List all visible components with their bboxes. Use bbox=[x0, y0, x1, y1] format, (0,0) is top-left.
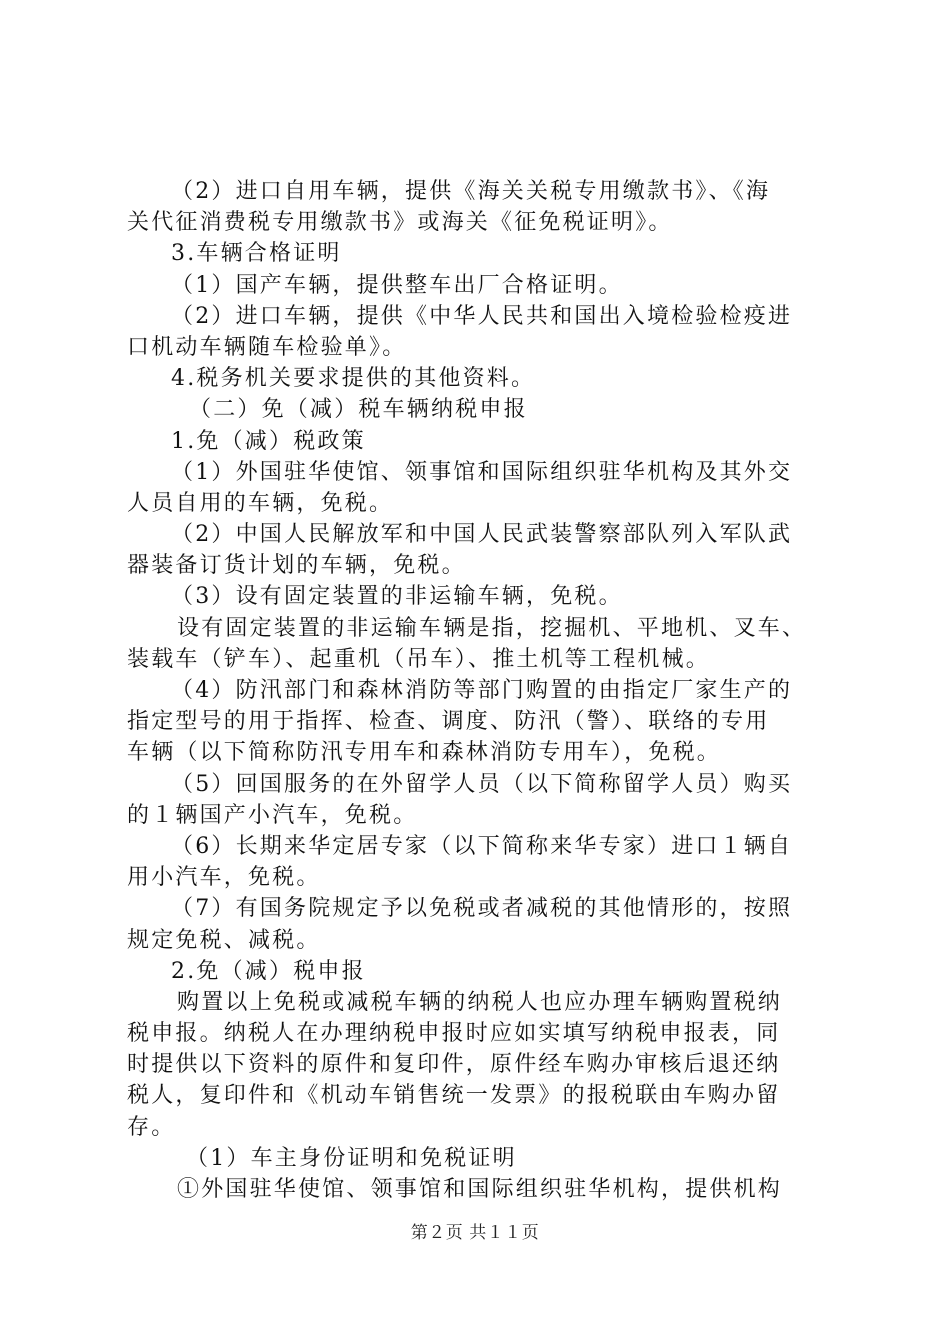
text-line: ①外国驻华使馆、领事馆和国际组织驻华机构，提供机构 bbox=[177, 1177, 783, 1202]
text-line: 车辆（以下简称防汛专用车和森林消防专用车），免税。 bbox=[127, 740, 722, 766]
text-line: 3.车辆合格证明 bbox=[171, 241, 342, 267]
text-line: 2.免（减）税申报 bbox=[171, 958, 366, 984]
text-line: 器装备订货计划的车辆，免税。 bbox=[127, 553, 466, 579]
text-line: 税人，复印件和《机动车销售统一发票》的报税联由车购办留 bbox=[127, 1083, 781, 1109]
text-line: 指定型号的用于指挥、检查、调度、防汛（警）、联络的专用 bbox=[127, 709, 770, 735]
text-line: 关代征消费税专用缴款书》或海关《征免税证明》。 bbox=[127, 210, 673, 236]
text-line: 装载车（铲车）、起重机（吊车）、推土机等工程机械。 bbox=[127, 646, 711, 672]
document-body bbox=[127, 176, 833, 1205]
text-line: 规定免税、减税。 bbox=[127, 927, 321, 953]
page-footer: 第２页 共１１页 bbox=[410, 1223, 540, 1243]
text-line: 1.免（减）税政策 bbox=[171, 428, 366, 454]
text-line: 设有固定装置的非运输车辆是指，挖掘机、平地机、叉车、 bbox=[177, 615, 807, 641]
text-line: 4.税务机关要求提供的其他资料。 bbox=[171, 366, 536, 392]
text-line: 税申报。纳税人在办理纳税申报时应如实填写纳税申报表，同 bbox=[127, 1021, 781, 1047]
text-line: 时提供以下资料的原件和复印件，原件经车购办审核后退还纳 bbox=[127, 1052, 781, 1078]
text-line: 口机动车辆随车检验单》。 bbox=[127, 334, 407, 360]
text-line: （2）中国人民解放军和中国人民武装警察部队列入军队武 bbox=[171, 522, 793, 548]
text-line: （1）外国驻华使馆、领事馆和国际组织驻华机构及其外交 bbox=[171, 459, 793, 485]
text-line: （2）进口自用车辆，提供《海关关税专用缴款书》、《海 bbox=[171, 179, 771, 204]
text-line: （2）进口车辆，提供《中华人民共和国出入境检验检疫进 bbox=[171, 303, 793, 329]
text-line: （4）防汛部门和森林消防等部门购置的由指定厂家生产的 bbox=[171, 678, 793, 703]
text-line: （1）国产车辆，提供整车出厂合格证明。 bbox=[171, 272, 623, 298]
text-line: （3）设有固定装置的非运输车辆，免税。 bbox=[171, 584, 623, 610]
text-line: 用小汽车，免税。 bbox=[127, 865, 321, 891]
text-line: （1）车主身份证明和免税证明 bbox=[186, 1145, 517, 1171]
text-line: （二）免（减）税车辆纳税申报 bbox=[189, 397, 528, 423]
text-line: 存。 bbox=[127, 1114, 176, 1140]
text-line: 的１辆国产小汽车，免税。 bbox=[127, 802, 418, 828]
text-line: 购置以上免税或减税车辆的纳税人也应办理车辆购置税纳 bbox=[177, 989, 783, 1015]
text-line: 人员自用的车辆，免税。 bbox=[127, 490, 394, 516]
text-line: （5）回国服务的在外留学人员（以下简称留学人员）购买 bbox=[171, 771, 793, 797]
text-line: （7）有国务院规定予以免税或者减税的其他情形的，按照 bbox=[171, 896, 793, 922]
text-line: （6）长期来华定居专家（以下简称来华专家）进口１辆自 bbox=[171, 833, 793, 859]
